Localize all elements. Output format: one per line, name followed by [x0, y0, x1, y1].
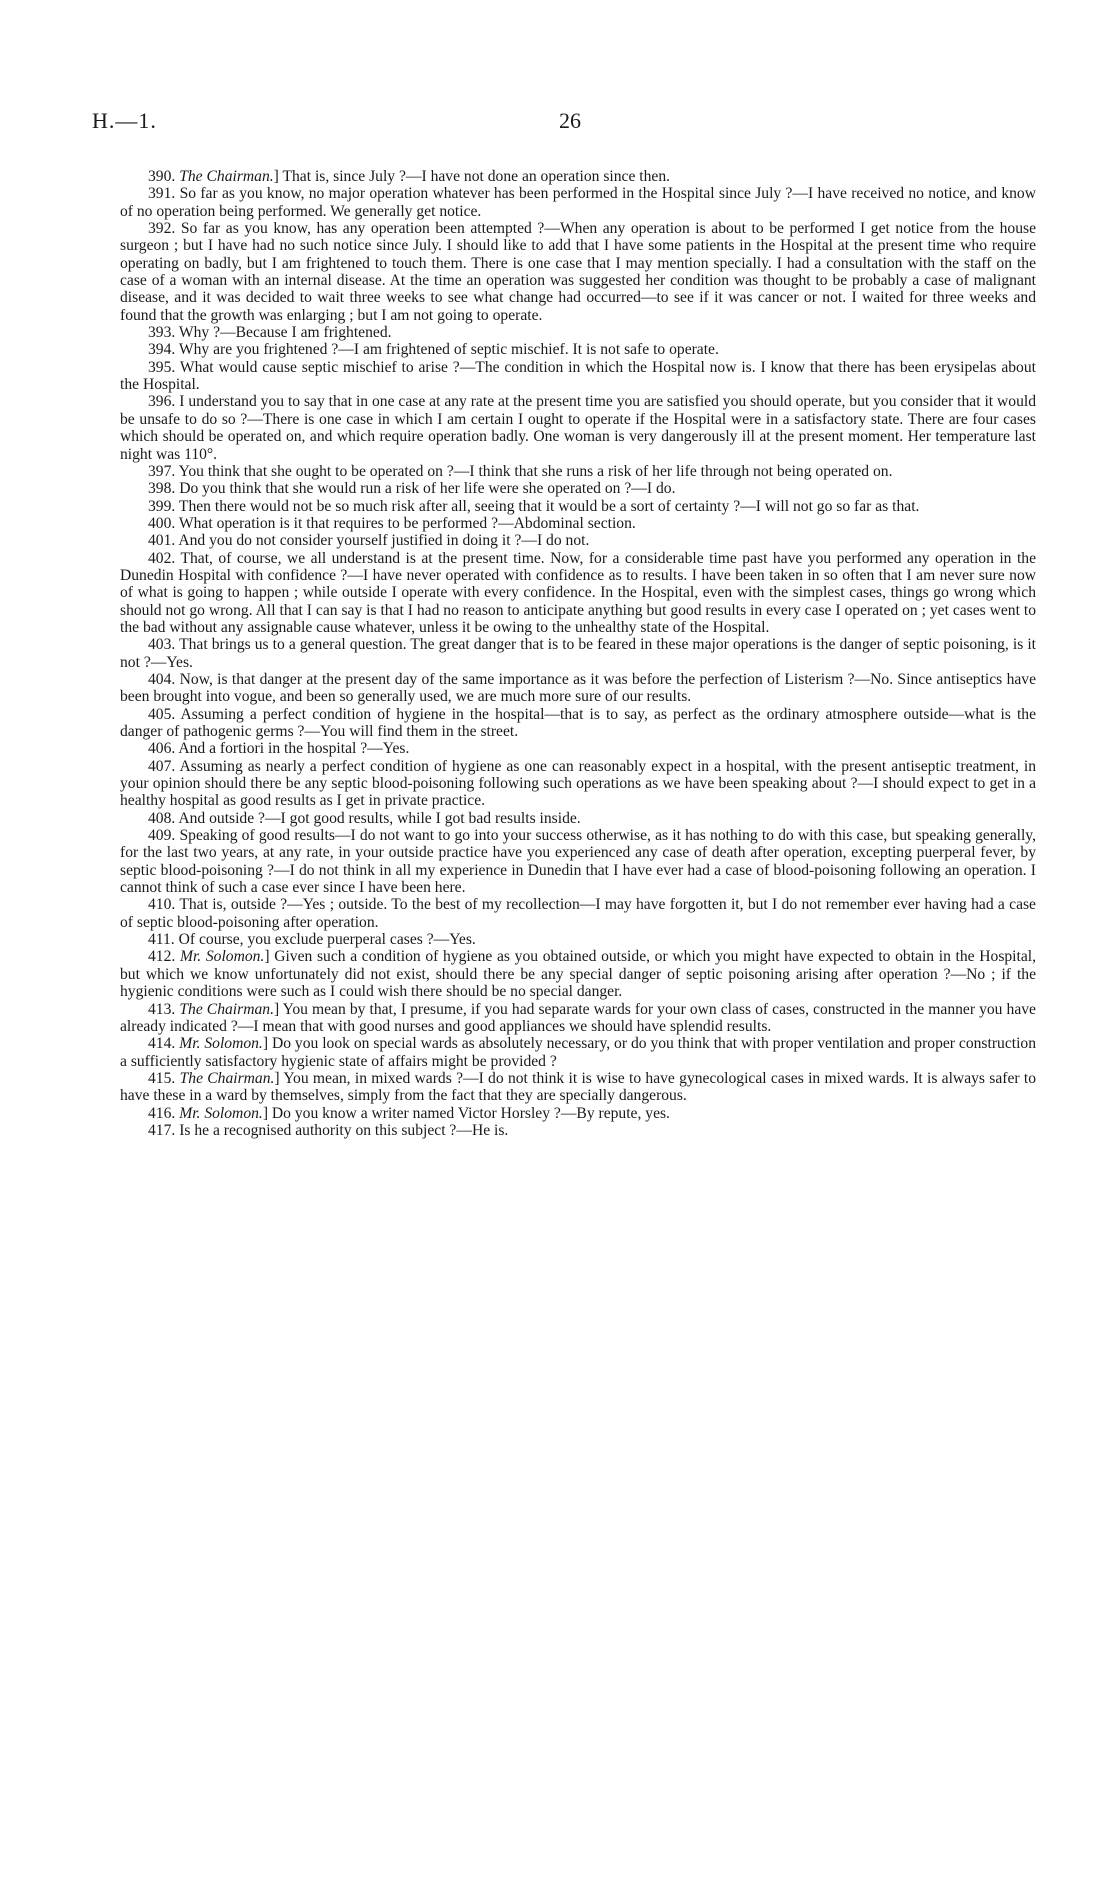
paragraph-text: So far as you know, has any operation been attempted ?—When any operation is about to be performed I get notice from the house surgeon ; but I have had no such notice since July. I should like to add that I have some patients in the Hospital at the present time who require operating on badly, but I am frightened to touch them. There is one case that I may mention specially. I had a consultation with the staff on the case of a woman with an internal disease. At the time an operation was suggested her condition was thought to be probably a case of malignant disease, and it was decided to wait three weeks to see what change had occurred—to see if it was cancer or not. I waited for three weeks and found that the growth was enlarging ; but I am not going to operate. — [120, 220, 1036, 324]
question-paragraph — [120, 948, 1036, 1000]
question-number: 403. — [148, 636, 176, 654]
paragraph-text: Now, is that danger at the present day of the same importance as it was before the perfection of Listerism ?—No. Since antiseptics have been brought into vogue, and been so generally used, we are much more sure of our results. — [120, 670, 1037, 706]
speaker-name: The Chairman. — [179, 1000, 274, 1018]
speaker-name: Mr. Solomon. — [179, 1104, 263, 1122]
speaker-name: The Chairman. — [179, 168, 274, 185]
page-number: 26 — [559, 108, 581, 133]
question-paragraph — [120, 1122, 1036, 1139]
question-paragraph — [120, 827, 1036, 896]
paragraph-text: And outside ?—I got good results, while I got bad results inside. — [178, 809, 581, 827]
question-number: 391. — [148, 185, 176, 203]
paragraph-text: Then there would not be so much risk after all, seeing that it would be a sort of certainty ?—I will not go so far as that. — [178, 497, 920, 515]
question-paragraph — [120, 341, 1036, 358]
question-paragraph — [120, 1035, 1036, 1070]
question-number: 402. — [148, 549, 176, 567]
question-number: 417. — [148, 1121, 176, 1139]
question-number: 398. — [148, 480, 176, 498]
question-paragraph — [120, 324, 1036, 341]
paragraph-text: Why are you frightened ?—I am frightened of septic mischief. It is not safe to operate. — [178, 341, 719, 359]
question-paragraph — [120, 532, 1036, 549]
question-number: 397. — [148, 462, 176, 480]
question-number: 390. — [148, 168, 176, 185]
transcript-body — [120, 168, 1036, 1139]
paragraph-text: ] That is, since July ?—I have not done an operation since then. — [273, 168, 671, 185]
question-number: 411. — [148, 931, 175, 949]
question-number: 406. — [148, 740, 176, 758]
question-paragraph — [120, 671, 1036, 706]
question-number: 395. — [148, 358, 176, 376]
question-paragraph — [120, 168, 1036, 185]
question-paragraph — [120, 1105, 1036, 1122]
speaker-name: Mr. Solomon. — [179, 948, 265, 966]
paragraph-text: Is he a recognised authority on this subject ?—He is. — [179, 1121, 509, 1139]
question-number: 415. — [148, 1069, 176, 1087]
question-paragraph — [120, 393, 1036, 462]
question-number: 393. — [148, 324, 176, 342]
paragraph-text: I understand you to say that in one case at any rate at the present time you are satisfied you should operate, but you consider that it would be unsafe to do so ?—There is one case in which I am certain I ought to operate if the Hospital were in a satisfactory state. There are four cases which should be operated on, and which require operation badly. One woman is very dangerously ill at the present moment. Her temperature last night was 110°. — [120, 393, 1036, 463]
question-paragraph — [120, 463, 1036, 480]
paragraph-text: Do you think that she would run a risk of her life were she operated on ?—I do. — [179, 480, 676, 498]
question-number: 394. — [148, 341, 176, 359]
paragraph-text: Of course, you exclude puerperal cases ?—Yes. — [178, 931, 476, 949]
question-number: 414. — [148, 1035, 176, 1053]
question-paragraph — [120, 636, 1036, 671]
paragraph-text: Assuming as nearly a perfect condition of hygiene as one can reasonably expect in a hospital, with the present antiseptic treatment, in your opinion should there be any septic blood-poisoning following such operations as we have been speaking about ?—I should expect to get in a healthy hospital as good results as I get in private practice. — [120, 757, 1037, 810]
question-number: 396. — [148, 393, 176, 411]
question-paragraph — [120, 931, 1036, 948]
question-paragraph — [120, 480, 1036, 497]
paragraph-text: Speaking of good results—I do not want to go into your success otherwise, as it has nothing to do with this case, but speaking generally, for the last two years, at any rate, in your outside practice have you experienced any case of death after operation, excepting puerperal fever, by septic blood-poisoning ?—I do not think in all my experience in Dunedin that I have ever had a case of blood-poisoning following an operation. I cannot think of such a case ever since I have been here. — [120, 827, 1036, 897]
question-number: 409. — [148, 827, 176, 845]
question-number: 404. — [148, 670, 176, 688]
document-reference: H.—1. — [92, 108, 157, 133]
paragraph-text: ] You mean by that, I presume, if you had separate wards for your own class of cases, constructed in the manner you have already indicated ?—I mean that with good nurses and good appliances we should have splendid results. — [120, 1000, 1036, 1035]
paragraph-text: What operation is it that requires to be performed ?—Abdominal section. — [178, 514, 636, 532]
question-paragraph — [120, 515, 1036, 532]
question-number: 408. — [148, 809, 176, 827]
question-paragraph — [120, 706, 1036, 741]
question-paragraph — [120, 1070, 1036, 1105]
paragraph-text: What would cause septic mischief to arise ?—The condition in which the Hospital now is. I know that there has been erysipelas about the Hospital. — [120, 358, 1036, 394]
question-number: 400. — [148, 514, 176, 532]
paragraph-text: So far as you know, no major operation whatever has been performed in the Hospital since July ?—I have received no notice, and know of no operation being performed. We generally get notice. — [120, 185, 1036, 220]
question-paragraph — [120, 740, 1036, 757]
paragraph-text: That brings us to a general question. The great danger that is to be feared in these major operations is the danger of septic poisoning, is it not ?—Yes. — [120, 636, 1036, 671]
paragraph-text: ] You mean, in mixed wards ?—I do not think it is wise to have gynecological cases in mixed wards. It is always safer to have these in a ward by themselves, simply from the fact that they are specially dangerous. — [120, 1069, 1036, 1105]
question-number: 399. — [148, 497, 176, 515]
speaker-name: Mr. Solomon. — [179, 1035, 263, 1053]
paragraph-text: You think that she ought to be operated on ?—I think that she runs a risk of her life through not being operated on. — [178, 462, 893, 480]
question-paragraph — [120, 185, 1036, 220]
question-number: 392. — [148, 220, 176, 238]
paragraph-text: And a fortiori in the hospital ?—Yes. — [178, 740, 410, 758]
question-paragraph — [120, 758, 1036, 810]
question-paragraph — [120, 550, 1036, 637]
paragraph-text: Why ?—Because I am frightened. — [178, 324, 392, 342]
question-paragraph — [120, 220, 1036, 324]
question-paragraph — [120, 896, 1036, 931]
question-number: 416. — [148, 1104, 176, 1122]
question-number: 401. — [148, 532, 176, 550]
paragraph-text: That is, outside ?—Yes ; outside. To the best of my recollection—I may have forgotten it, but I do not remember ever having had a case of septic blood-poisoning after operation. — [120, 896, 1036, 931]
question-paragraph — [120, 1001, 1036, 1036]
question-number: 412. — [148, 948, 176, 966]
speaker-name: The Chairman. — [179, 1069, 275, 1087]
question-paragraph — [120, 498, 1036, 515]
question-paragraph — [120, 810, 1036, 827]
paragraph-text: ] Do you look on special wards as absolutely necessary, or do you think that with proper ventilation and proper construction a sufficiently satisfactory hygienic state of affairs might be provided ? — [120, 1035, 1036, 1070]
paragraph-text: Assuming a perfect condition of hygiene in the hospital—that is to say, as perfect as the ordinary atmosphere outside—what is the danger of pathogenic germs ?—You will find them in the street. — [120, 705, 1037, 740]
question-number: 407. — [148, 757, 176, 775]
paragraph-text: That, of course, we all understand is at the present time. Now, for a considerable time past have you performed any operation in the Dunedin Hospital with confidence ?—I have never operated with confidence as to results. I have been taken in so often that I am never sure now of what is going to happen ; while outside I operate with every confidence. In the Hospital, even with the simplest cases, things go wrong which should not go wrong. All that I can say is that I had no reason to anticipate anything but good results in every case I operated on ; yet cases went to the bad without any assignable cause whatever, unless it be owing to the unhealthy state of the Hospital. — [120, 549, 1036, 636]
question-number: 405. — [148, 705, 176, 723]
question-number: 413. — [148, 1000, 176, 1018]
paragraph-text: ] Do you know a writer named Victor Horsley ?—By repute, yes. — [262, 1104, 670, 1122]
paragraph-text: And you do not consider yourself justified in doing it ?—I do not. — [178, 532, 590, 550]
question-number: 410. — [148, 896, 176, 914]
paragraph-text: ] Given such a condition of hygiene as you obtained outside, or which you might have expected to obtain in the Hospital, but which we know unfortunately did not exist, should there be any special danger of septic poisoning arising after operation ?—No ; if the hygienic conditions were such as I could wish there should be no special danger. — [120, 948, 1037, 1001]
question-paragraph — [120, 359, 1036, 394]
